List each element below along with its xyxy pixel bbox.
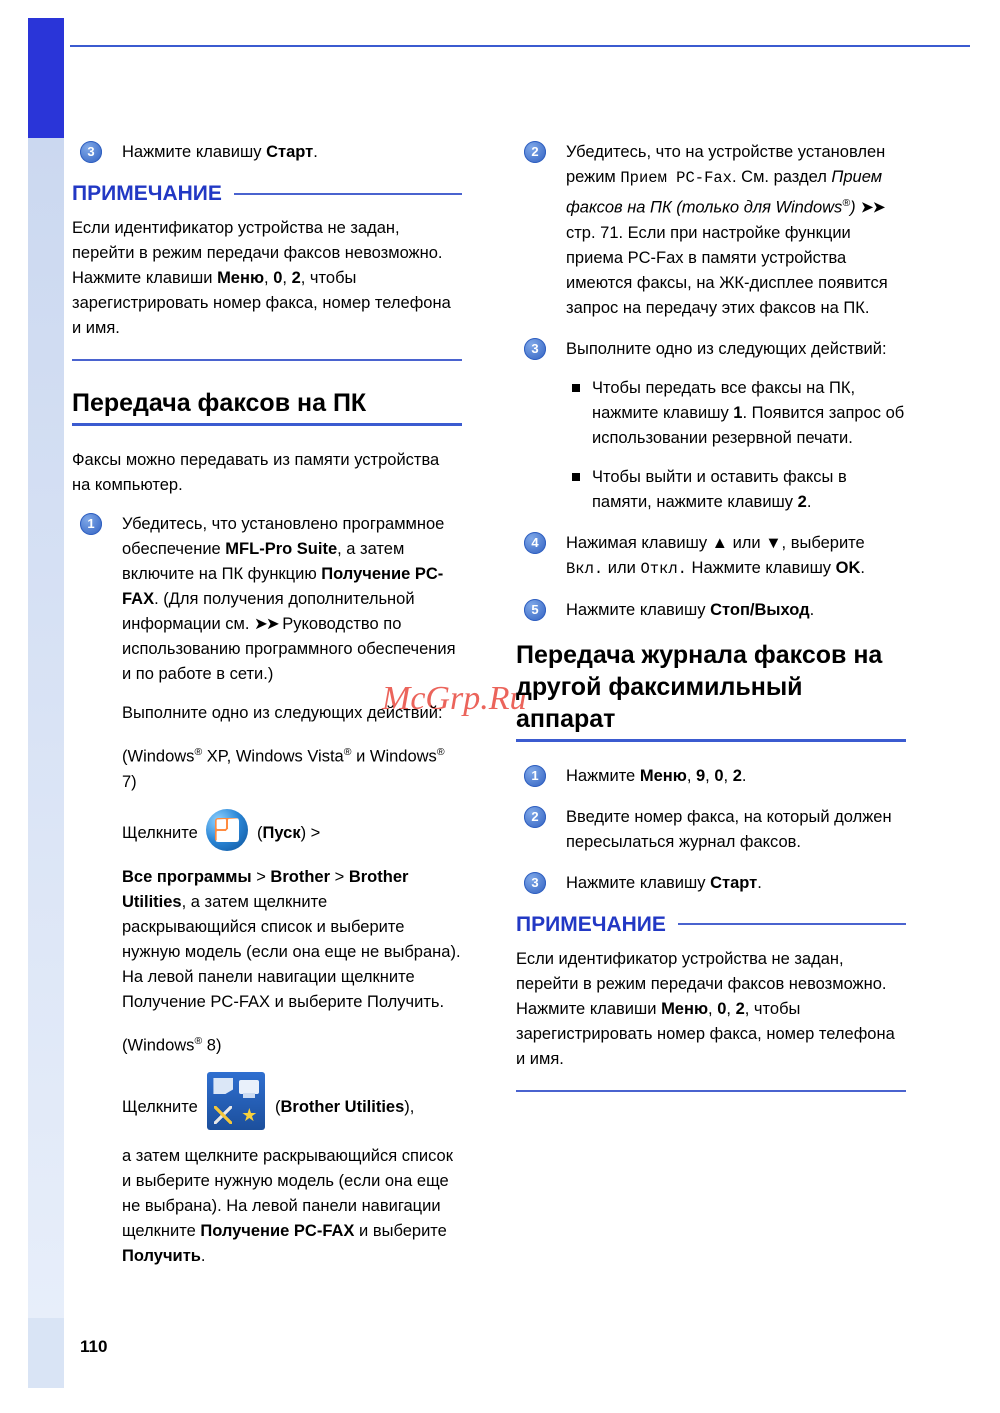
note-paragraph [72,216,462,341]
note-text-part: Если идентификатор устройства не задан, перейти в режим передачи факсов невозможно. Нажмите клавиши [516,949,887,1018]
step-text-part: 7) [122,772,137,791]
key-label: 2 [797,492,807,511]
page-number: 110 [80,1337,108,1356]
key-label: Старт [710,873,758,892]
step-text-part: и выберите [354,1222,447,1240]
note-text-part: , чтобы зарегистрировать номер факса, номер телефона и имя. [72,269,451,337]
lcd-text: Откл. [640,559,687,578]
windows-flag-icon [217,818,239,841]
step-text-part: или [603,558,641,577]
step-text-part: (Windows [122,747,195,766]
step-item [516,805,906,855]
step-text-part: а затем щелкните раскрывающийся список и выберите нужную модель (если она еще не выбрана). На левой панели навигации щелкните [122,1147,453,1240]
registered-mark: ® [194,746,203,758]
step-text-part: Руководство по использованию программного обеспечения и по работе в сети.) [122,615,456,683]
left-column [72,140,462,1285]
step-text-part: Убедитесь, что установлено программное обеспечение [122,515,445,558]
menu-label-all-programs: Все программы [122,867,252,886]
step-text-part: ) > [300,823,321,842]
step-paragraph [122,512,462,687]
note-text-part: , [726,999,736,1018]
step-text-part: Нажмите [566,766,640,785]
note-bottom-rule [72,359,462,361]
step-text-part: . (Для получения дополнительной информации см. [122,590,415,633]
step-text-part: , [723,766,733,785]
click-label: Щелкните [122,1098,198,1116]
step-text-part: . [313,143,318,161]
step-text-part: Нажмите клавишу [686,558,836,577]
star-icon: ★ [241,1105,258,1125]
page-left-rail-gradient [28,138,64,1318]
step-text-part: . [200,1247,206,1265]
step-text-part: ( [257,823,263,842]
step-item [72,512,462,1269]
app-name-brother-utilities: Brother Utilities [280,1098,405,1116]
section-title-rule [72,423,462,426]
key-label: Стоп/Выход [710,600,810,619]
step-number: 4 [524,532,546,554]
sub-bullet-item [566,376,906,451]
note-paragraph [516,947,906,1072]
step-number: 5 [524,599,546,621]
key-label: 2 [732,766,742,785]
step-text-part: ( [275,1098,281,1116]
right-column [516,140,906,1118]
step-item [516,598,906,623]
key-label: 2 [291,269,301,287]
step-paragraph [122,740,462,795]
step-item [72,140,462,165]
step-text-part: ), [404,1098,415,1116]
cross-reference-title-end: ) [850,198,856,217]
note-text-part: , [264,269,274,287]
cross-reference-title: Прием факсов на ПК (только для Windows [566,168,883,217]
step-text-part: . [860,558,865,577]
step-text [566,871,906,896]
registered-mark: ® [842,197,851,209]
step-paragraph [122,1072,462,1130]
registered-mark: ® [436,746,445,758]
key-label: OK [835,558,861,577]
step-number: 3 [524,338,546,360]
bullet-text-part: Чтобы выйти и оставить факсы в памяти, нажмите клавишу [592,467,847,511]
step-text: Введите номер факса, на который должен пересылаться журнал факсов. [566,807,892,851]
step-text-part: (Windows [122,1036,195,1054]
feature-name: Получение PC-FAX [122,565,444,608]
step-text-part: . [809,600,815,619]
bullet-text-part: Чтобы передать все факсы на ПК, нажмите клавишу [592,378,856,422]
step-paragraph [122,865,462,1015]
step-item [516,337,906,515]
note-text-part: , чтобы зарегистрировать номер факса, номер телефона и имя. [516,999,895,1068]
step-body [122,512,462,1269]
note-heading-label: ПРИМЕЧАНИЕ [516,912,666,936]
tools-icon [214,1106,232,1124]
step-text-part: Нажмите клавишу [566,873,711,892]
bullet-text-part: . Появится запрос об использовании резервной печати. [592,403,905,447]
key-label: Меню [639,766,687,785]
printer-icon [239,1080,259,1094]
windows-start-orb-icon [206,809,248,851]
step-text [122,140,462,165]
click-label: Щелкните [122,823,198,842]
step-number: 1 [524,765,546,787]
key-label: 9 [695,766,706,785]
step-text-part: . См. раздел [731,168,832,186]
menu-label-start: Пуск [262,823,301,842]
lcd-text: Вкл. [566,559,604,578]
section-title: Передача факсов на ПК [72,389,367,417]
step-number: 2 [524,806,546,828]
product-name: MFL-Pro Suite [225,540,338,558]
step-text-part: стр. 71. Если при настройке функции приема PC-Fax в памяти устройства имеются факсы, на ЖК-дисплее появится запрос на передачу этих факсов на ПК. [566,223,888,317]
section-title-rule [516,739,906,742]
key-label: 2 [735,999,745,1018]
page-top-rule [70,45,970,47]
note-text-part: Если идентификатор устройства не задан, перейти в режим передачи факсов невозможно. Нажмите клавиши [72,219,443,287]
step-item [516,764,906,789]
key-label: 0 [717,999,727,1018]
note-bottom-rule [516,1090,906,1092]
note-text-part: , [708,999,718,1018]
step-text-part: Убедитесь, что на устройстве установлен режим [566,143,886,186]
step-text-part: 8) [202,1036,222,1054]
key-label: Старт [266,143,314,161]
square-bullet-icon [572,384,580,392]
bullet-text-part: . [806,492,812,511]
menu-label-brother-utilities: Brother Utilities [122,867,409,911]
key-label: 0 [714,766,724,785]
menu-label-receive: Получить [122,1247,201,1265]
step-paragraph: Выполните одно из следующих действий: [566,339,887,358]
note-heading-rule [234,193,462,195]
step-text-part: > [251,867,271,886]
lcd-text: Прием PC-Fax [620,169,732,187]
watermark: McGrp.Ru [382,680,527,717]
step-paragraph [122,1029,462,1059]
step-text-part: Нажимая клавишу ▲ или ▼, выберите [566,533,865,552]
step-text [566,598,906,623]
step-text-part: . [757,873,762,892]
step-text [566,140,906,321]
reference-arrow-icon: ➤➤ [254,615,278,633]
step-number: 3 [80,141,102,163]
reference-arrow-icon: ➤➤ [860,198,884,217]
key-label: 0 [273,269,283,287]
key-label: Меню [661,999,709,1018]
step-text-part: Нажмите клавишу [122,143,267,161]
menu-label-brother: Brother [270,867,331,886]
step-number: 2 [524,141,546,163]
section-intro: Факсы можно передавать из памяти устройства на компьютер. [72,451,440,494]
step-paragraph [122,809,462,851]
step-text-part: > [330,867,349,886]
step-text-part: , а затем щелкните раскрывающийся список и выберите нужную модель (если она еще не выбрана). На левой панели навигации щелкните Получение PC-FAX и выберите Получить. [122,892,461,1011]
step-item [516,531,906,582]
step-text-part: . [741,766,747,785]
brother-utilities-icon [207,1072,265,1130]
key-label: Меню [217,269,265,287]
step-text-part: Нажмите клавишу [566,600,711,619]
step-item [516,140,906,321]
step-text-part: , а затем включите на ПК функцию [122,540,405,583]
key-label: 1 [733,403,743,422]
square-bullet-icon [572,473,580,481]
step-text-part: и Windows [351,747,437,766]
note-heading [72,181,462,206]
step-text [566,531,906,582]
feature-name: Получение PC-FAX [200,1222,355,1240]
document-icon [213,1078,233,1094]
note-heading-label: ПРИМЕЧАНИЕ [72,182,222,205]
sub-bullet-item [566,465,906,515]
step-number: 3 [524,872,546,894]
note-text-part: , [282,269,292,287]
step-paragraph: Выполните одно из следующих действий: [122,704,443,722]
registered-mark: ® [343,746,352,758]
step-paragraph [122,1144,462,1269]
step-text [566,764,906,789]
step-body [566,337,906,515]
step-text-part: , [705,766,715,785]
note-heading-rule [678,923,906,925]
step-item [516,871,906,896]
step-number: 1 [80,513,102,535]
registered-mark: ® [194,1034,203,1047]
step-text-part: , [686,766,696,785]
note-heading [516,912,906,937]
step-text-part: XP, Windows Vista [202,747,344,766]
section-title: Передача журнала факсов на другой факсимильный аппарат [516,640,883,733]
page-left-accent-bar [28,18,64,138]
